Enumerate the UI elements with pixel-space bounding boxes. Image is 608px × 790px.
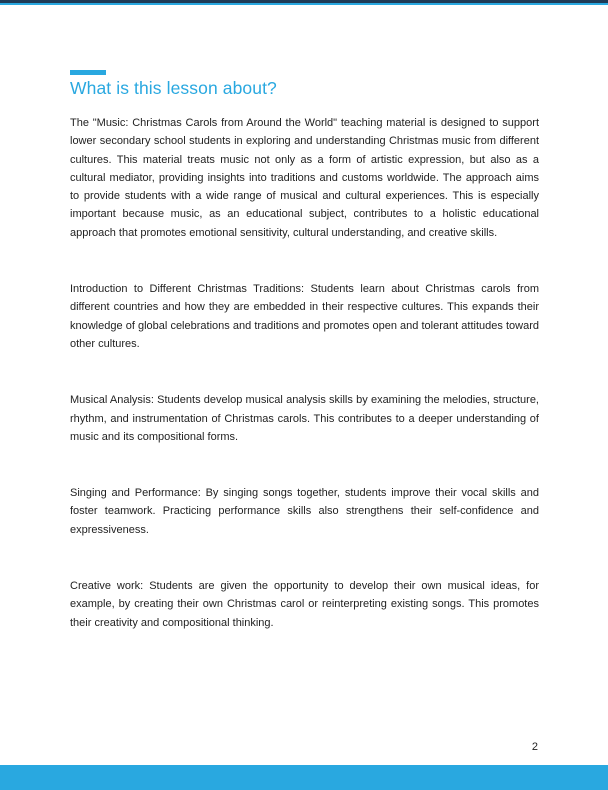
page-number: 2 — [531, 741, 538, 753]
singing-performance-paragraph: Singing and Performance: By singing songs together, students improve their vocal skills and foster teamwork. Practicing performance skills also strengthens their self-confidence and expressiveness. — [70, 487, 539, 536]
lesson-body — [70, 114, 539, 632]
musical-analysis-paragraph: Musical Analysis: Students develop musical analysis skills by examining the melodies, structure, rhythm, and instrumentation of Christmas carols. This contributes to a deeper understanding of music and its compositional forms. — [70, 394, 539, 443]
creative-work-paragraph: Creative work: Students are given the opportunity to develop their own musical ideas, for example, by creating their own Christmas carol or reinterpreting existing songs. This promotes their creativity and compositional thinking. — [70, 580, 539, 629]
heading-accent-bar — [70, 70, 106, 75]
section-heading: What is this lesson about? — [70, 78, 277, 98]
intro-paragraph: The "Music: Christmas Carols from Around the World" teaching material is designed to support lower secondary school students in exploring and understanding Christmas music from different cultures. This material treats music not only as a form of artistic expression, but also as a cultural mediator, providing insights into traditions and customs worldwide. The approach aims to provide students with a wide range of musical and cultural experiences. This is especially important because music, as an educational subject, contributes to a holistic educational approach that promotes emotional sensitivity, cultural understanding, and creative skills. — [70, 117, 539, 239]
traditions-paragraph: Introduction to Different Christmas Traditions: Students learn about Christmas carols from different countries and how they are embedded in their respective cultures. This expands their knowledge of global celebrations and traditions and promotes open and tolerant attitudes toward other cultures. — [70, 283, 539, 350]
footer-bar — [0, 765, 608, 790]
top-rule-accent — [0, 3, 608, 5]
